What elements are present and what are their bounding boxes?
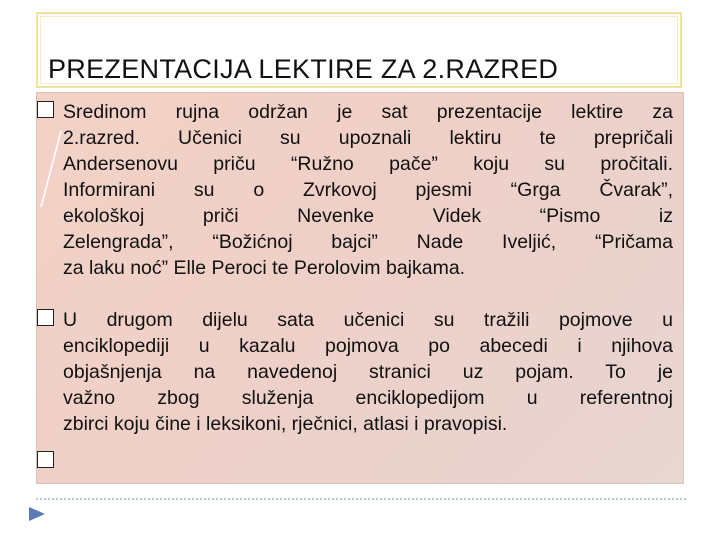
paragraph-line: važno zbog služenja enciklopedijom u referentnoj — [63, 387, 673, 409]
content-box — [36, 92, 684, 484]
bullet-box-icon — [37, 101, 54, 118]
paragraph-line: U drugom dijelu sata učenici su tražili pojmove u — [63, 309, 673, 331]
footer-divider — [36, 498, 686, 500]
paragraph-line: ekološkoj priči Nevenke Videk “Pismo iz — [63, 205, 673, 227]
title-box — [36, 12, 682, 88]
paragraph-line: za laku noć” Elle Peroci te Perolovim bajkama. — [63, 257, 466, 279]
bullet-box-icon — [37, 309, 54, 326]
paragraph-line: Zelengrada”, “Božićnoj bajci” Nade Iveljić, “Pričama — [63, 231, 673, 253]
paragraph-line: 2.razred. Učenici su upoznali lektiru te prepričali — [63, 127, 673, 149]
bullet-box-icon — [37, 451, 54, 468]
paragraph-line: Sredinom rujna održan je sat prezentacije lektire za — [63, 101, 673, 123]
paragraph-line: Informirani su o Zvrkovoj pjesmi “Grga Čvarak”, — [63, 179, 673, 201]
paragraph-line: objašnjenja na navedenoj stranici uz pojam. To je — [63, 361, 673, 383]
next-slide-arrow-icon[interactable] — [26, 505, 48, 523]
paragraph-line: enciklopediji u kazalu pojmova po abecedi i njihova — [63, 335, 673, 357]
paragraph-line: zbirci koju čine i leksikoni, rječnici, atlasi i pravopisi. — [63, 413, 508, 435]
decorative-line — [39, 129, 63, 209]
page-title: PREZENTACIJA LEKTIRE ZA 2.RAZRED — [48, 54, 559, 84]
paragraph-line: Andersenovu priču “Ružno pače” koju su pročitali. — [63, 153, 673, 175]
